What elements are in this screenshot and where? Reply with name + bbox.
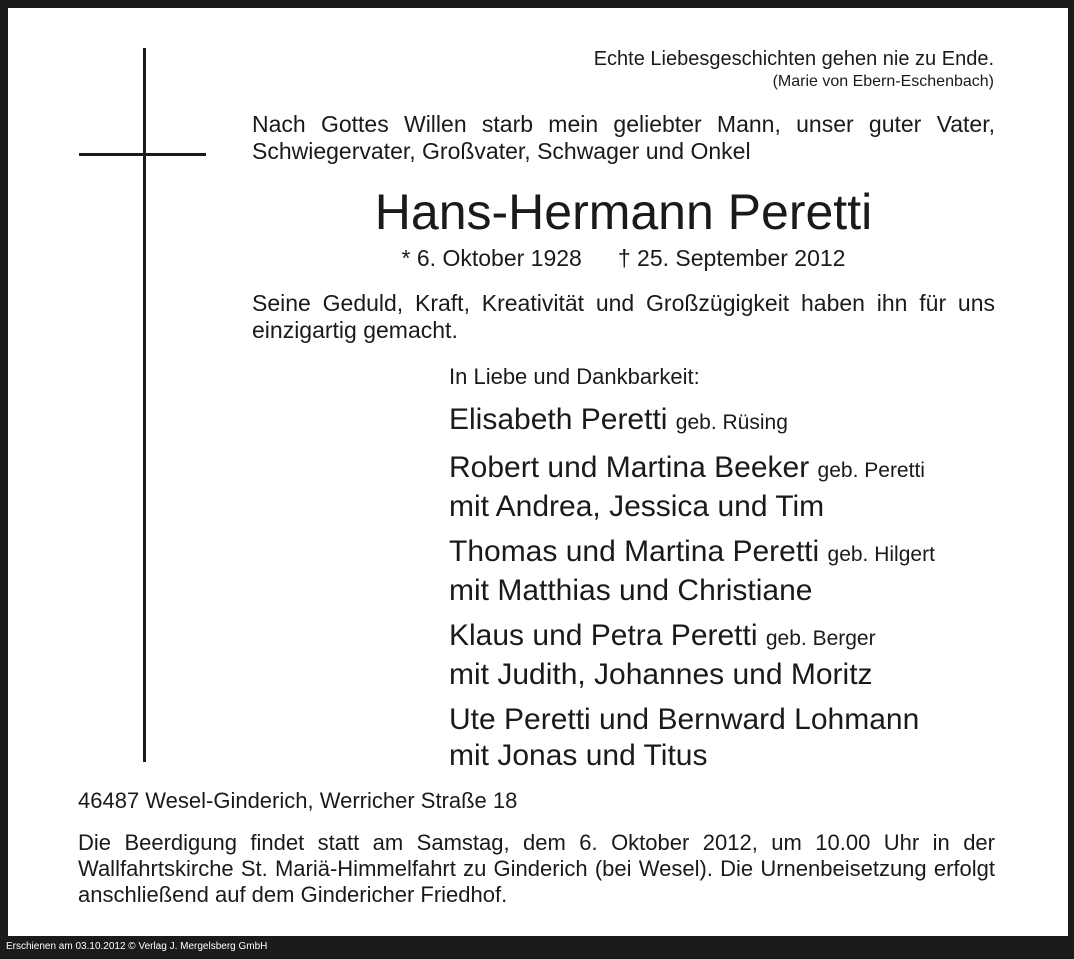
mourner-entry [449, 618, 935, 693]
life-dates [252, 245, 995, 272]
intro-text: Nach Gottes Willen starb mein geliebter Mann, unser guter Vater, Schwiegervater, Großvater, Schwager und Onkel [252, 111, 995, 164]
mourner-with: mit Jonas und Titus [449, 739, 708, 772]
mourner-name-line [449, 702, 935, 738]
mourner-list [449, 402, 935, 783]
quote-author: (Marie von Ebern-Eschenbach) [772, 73, 994, 90]
mourner-entry [449, 402, 935, 441]
mourner-with: mit Judith, Johannes und Moritz [449, 658, 873, 691]
mourner-nee: geb. Peretti [817, 459, 925, 482]
death-date: † 25. September 2012 [617, 245, 846, 271]
obituary-notice [8, 8, 1068, 936]
mourner-name: Ute Peretti und Bernward Lohmann [449, 703, 920, 736]
mourner-name-line [449, 534, 935, 573]
mourner-name: Klaus und Petra Peretti [449, 619, 758, 652]
mourner-name-line [449, 450, 935, 489]
mourner-with: mit Matthias und Christiane [449, 574, 813, 607]
mourner-nee: geb. Berger [765, 627, 876, 650]
mourner-nee: geb. Hilgert [827, 543, 935, 566]
mourner-entry [449, 450, 935, 525]
cross-icon-bar [79, 153, 206, 156]
mourner-with: mit Andrea, Jessica und Tim [449, 490, 825, 523]
mourner-name: Robert und Martina Beeker [449, 451, 810, 484]
mourner-nee: geb. Rüsing [675, 411, 788, 434]
thanks-line: In Liebe und Dankbarkeit: [449, 364, 700, 389]
mourner-name: Elisabeth Peretti [449, 403, 668, 436]
address-line: 46487 Wesel-Ginderich, Werricher Straße 18 [78, 788, 518, 813]
birth-date: * 6. Oktober 1928 [401, 245, 582, 271]
funeral-details: Die Beerdigung findet statt am Samstag, dem 6. Oktober 2012, um 10.00 Uhr in der Wallfahrtskirche St. Mariä-Himmelfahrt zu Ginderich (bei Wesel). Die Urnenbeisetzung erfolgt anschließend auf dem Gindericher Friedhof. [78, 830, 995, 907]
mourner-name-line [449, 402, 935, 441]
mourner-entry [449, 534, 935, 609]
publication-footer: Erschienen am 03.10.2012 © Verlag J. Mergelsberg GmbH [6, 941, 268, 952]
mourner-name: Thomas und Martina Peretti [449, 535, 820, 568]
deceased-name: Hans-Hermann Peretti [374, 184, 873, 240]
tribute-text: Seine Geduld, Kraft, Kreativität und Großzügigkeit haben ihn für uns einzigartig gemacht. [252, 290, 995, 343]
mourner-entry [449, 702, 935, 774]
mourner-name-line [449, 618, 935, 657]
quote-text: Echte Liebesgeschichten gehen nie zu Ende. [593, 48, 994, 70]
